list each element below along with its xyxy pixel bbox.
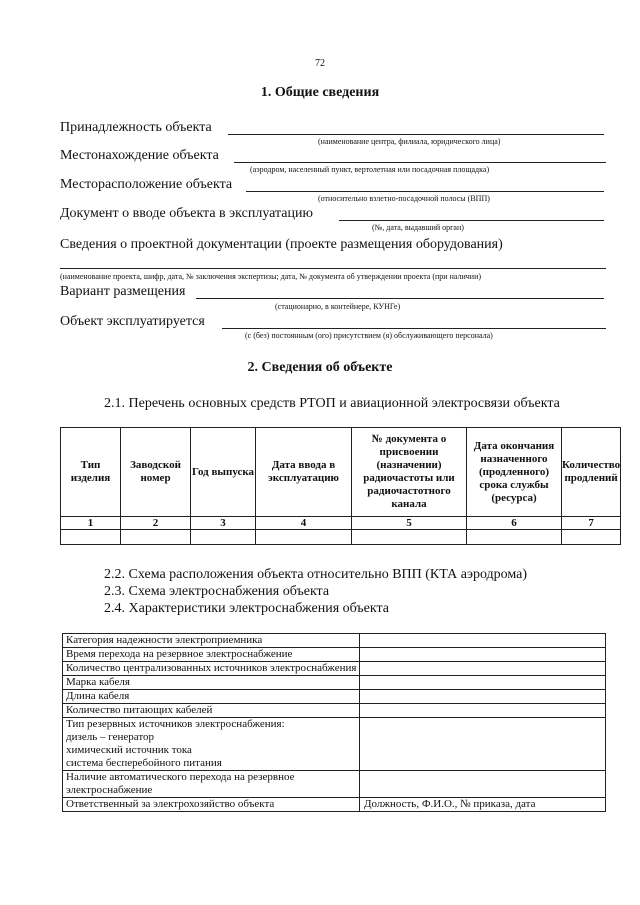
empty-cell[interactable] <box>562 530 621 545</box>
row-value[interactable] <box>360 676 606 690</box>
row-label-multiline <box>63 718 360 771</box>
row-value[interactable] <box>360 634 606 648</box>
empty-cell[interactable] <box>467 530 562 545</box>
col-number: 2 <box>121 517 191 530</box>
field-commission-doc-line[interactable] <box>339 220 604 221</box>
field-commission-doc-caption: (№, дата, выдавший орган) <box>372 223 464 232</box>
field-commission-doc-label: Документ о вводе объекта в эксплуатацию <box>60 206 313 221</box>
row-label: Количество питающих кабелей <box>63 704 360 718</box>
table-row <box>63 634 606 648</box>
reserve-source-diesel: дизель – генератор <box>66 731 154 743</box>
field-location-label: Местонахождение объекта <box>60 148 219 163</box>
field-operation-label: Объект эксплуатируется <box>60 314 205 329</box>
table-row <box>63 662 606 676</box>
table-row <box>63 676 606 690</box>
field-project-doc-line[interactable] <box>60 268 606 269</box>
col-serial-header: Заводской номер <box>121 428 191 517</box>
assets-table-header-row <box>61 428 621 517</box>
reserve-sources-title: Тип резервных источников электроснабжения: <box>66 718 285 730</box>
field-location-caption: (аэродром, населенный пункт, вертолетная или посадочная площадка) <box>250 165 490 174</box>
col-service-end-header: Дата окончания назначенного (продленного) срока службы (ресурса) <box>467 428 562 517</box>
field-position-line[interactable] <box>246 191 604 192</box>
field-placement-label: Вариант размещения <box>60 284 186 299</box>
field-placement-line[interactable] <box>196 298 604 299</box>
col-number: 6 <box>467 517 562 530</box>
field-ownership-line[interactable] <box>228 134 604 135</box>
row-value[interactable] <box>360 771 606 798</box>
empty-cell[interactable] <box>121 530 191 545</box>
table-row <box>63 704 606 718</box>
row-label: Категория надежности электроприемника <box>63 634 360 648</box>
row-value[interactable] <box>360 690 606 704</box>
table-row <box>63 718 606 771</box>
table-row <box>63 690 606 704</box>
col-year-header: Год выпуска <box>191 428 256 517</box>
empty-cell[interactable] <box>352 530 467 545</box>
col-number: 5 <box>352 517 467 530</box>
assets-table <box>60 427 621 545</box>
field-ownership-caption: (наименование центра, филиала, юридического лица) <box>318 137 501 146</box>
subsection-2-3: 2.3. Схема электроснабжения объекта <box>104 584 330 599</box>
row-value[interactable] <box>360 662 606 676</box>
power-supply-table <box>62 633 606 812</box>
assets-table-empty-row <box>61 530 621 545</box>
page-number: 72 <box>315 58 325 69</box>
assets-table-number-row <box>61 517 621 530</box>
reserve-source-battery: химический источник тока <box>66 744 192 756</box>
field-position-caption: (относительно взлетно-посадочной полосы (ВПП) <box>318 194 490 203</box>
row-label: Наличие автоматического перехода на резервное электроснабжение <box>63 771 360 798</box>
row-label: Количество централизованных источников электроснабжения <box>63 662 360 676</box>
col-extensions-header: Количество продлений <box>562 428 621 517</box>
col-number: 4 <box>256 517 352 530</box>
subsection-2-2: 2.2. Схема расположения объекта относительно ВПП (КТА аэродрома) <box>104 567 528 582</box>
col-number: 3 <box>191 517 256 530</box>
col-number: 7 <box>562 517 621 530</box>
row-value[interactable] <box>360 648 606 662</box>
subsection-2-4: 2.4. Характеристики электроснабжения объекта <box>104 601 389 616</box>
table-row <box>63 648 606 662</box>
field-project-doc-caption: (наименование проекта, шифр, дата, № заключения экспертизы; дата, № документа об утверждении проекта (при наличии) <box>60 272 482 281</box>
field-position-label: Месторасположение объекта <box>60 177 233 192</box>
table-row <box>63 798 606 812</box>
empty-cell[interactable] <box>256 530 352 545</box>
section-1-title: 1. Общие сведения <box>260 85 380 100</box>
row-label: Марка кабеля <box>63 676 360 690</box>
reserve-source-ups: система бесперебойного питания <box>66 757 222 769</box>
empty-cell[interactable] <box>191 530 256 545</box>
field-operation-caption: (с (без) постоянным (ого) присутствием (я) обслуживающего персонала) <box>245 331 493 340</box>
col-number: 1 <box>61 517 121 530</box>
empty-cell[interactable] <box>61 530 121 545</box>
row-label: Длина кабеля <box>63 690 360 704</box>
col-type-header: Тип изделия <box>61 428 121 517</box>
row-label: Ответственный за электрохозяйство объекта <box>63 798 360 812</box>
subsection-2-1: 2.1. Перечень основных средств РТОП и авиационной электросвязи объекта <box>104 396 560 411</box>
field-location-line[interactable] <box>234 162 606 163</box>
field-project-doc-label: Сведения о проектной документации (проекте размещения оборудования) <box>60 237 503 252</box>
field-operation-line[interactable] <box>222 328 606 329</box>
col-commission-date-header: Дата ввода в эксплуатацию <box>256 428 352 517</box>
section-2-title: 2. Сведения об объекте <box>247 360 393 375</box>
row-label: Время перехода на резервное электроснабжение <box>63 648 360 662</box>
row-value[interactable] <box>360 704 606 718</box>
field-ownership-label: Принадлежность объекта <box>60 120 212 135</box>
row-value[interactable]: Должность, Ф.И.О., № приказа, дата <box>360 798 606 812</box>
field-placement-caption: (стационарно, в контейнере, КУНГе) <box>275 302 401 311</box>
col-frequency-doc-header: № документа о присвоении (назначении) радиочастоты или радиочастотного канала <box>352 428 467 517</box>
row-value[interactable] <box>360 718 606 771</box>
table-row <box>63 771 606 798</box>
